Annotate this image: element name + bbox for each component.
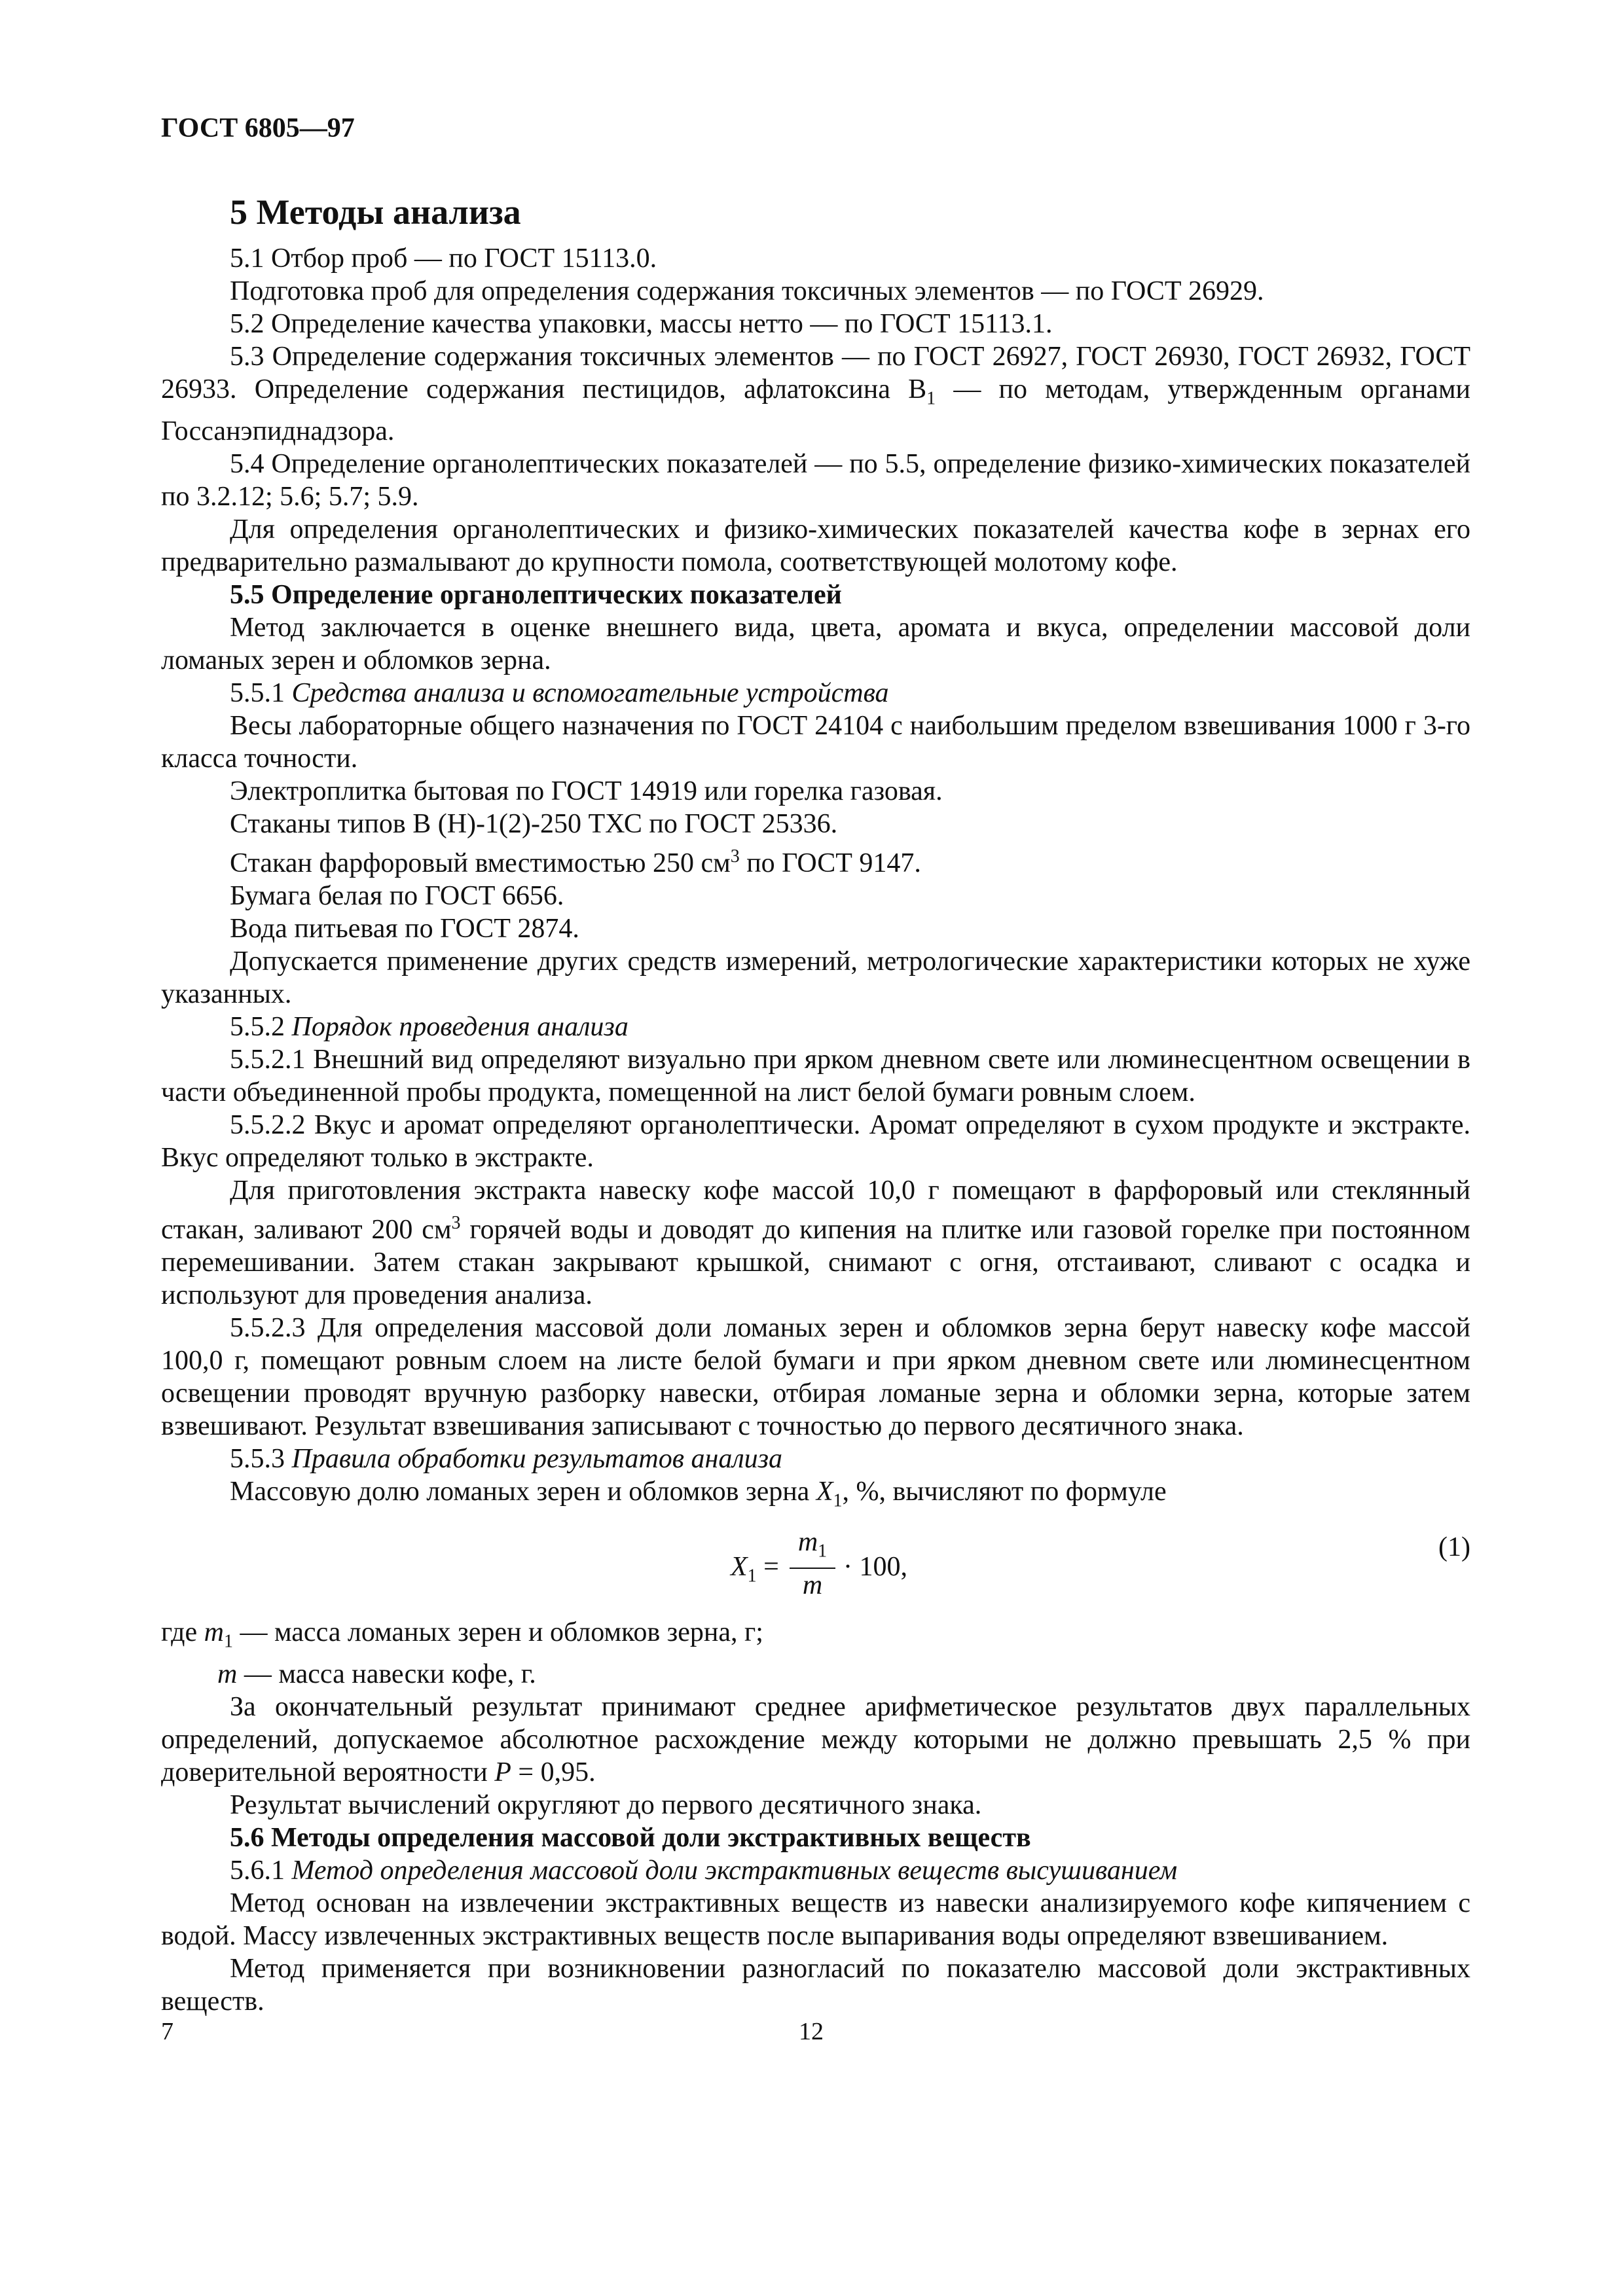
- paragraph-5-5-2-1: 5.5.2.1 Внешний вид определяют визуально при ярком дневном свете или люминесцентном освещении в части объединенной пробы продукта, помещенной на лист белой бумаги ровным слоем.: [161, 1045, 1470, 1108]
- paragraph-glasses: Стаканы типов В (Н)-1(2)-250 ТХС по ГОСТ 25336.: [230, 809, 838, 840]
- where-m: m — масса навески кофе, г.: [217, 1659, 536, 1690]
- paragraph-5-6-apply: Метод применяется при возникновении разногласий по показателю массовой доли экстрактивных веществ.: [161, 1954, 1470, 2017]
- paragraph-grinding: Для определения органолептических и физико-химических показателей качества кофе в зернах его предварительно размалывают до крупности помола, соответствующей молотому кофе.: [161, 514, 1470, 578]
- formula-rhs: · 100,: [843, 1551, 907, 1582]
- paragraph-allowed: Допускается применение других средств измерений, метрологические характеристики которых не хуже указанных.: [161, 946, 1470, 1010]
- where-m1: где $m_1$ — масса ломаных зерен и обломков зерна, г;: [161, 1617, 763, 1652]
- paragraph-5-6-method: Метод основан на извлечении экстрактивных веществ из навески анализируемого кофе кипячением с водой. Массу извлеченных экстрактивных веществ после выпаривания воды определяют взвешиванием.: [161, 1888, 1470, 1952]
- paragraph-water: Вода питьевая по ГОСТ 2874.: [230, 914, 579, 944]
- footer-left-number: 7: [161, 2018, 173, 2045]
- subsection-title-5-6-1: 5.6.1 Метод определения массовой доли экстрактивных веществ высушиванием: [230, 1856, 1178, 1886]
- paragraph-5-5-method: Метод заключается в оценке внешнего вида, цвета, аромата и вкуса, определении массовой доли ломаных зерен и обломков зерна.: [161, 613, 1470, 676]
- paragraph-5-5-2-2: 5.5.2.2 Вкус и аромат определяют органолептически. Аромат определяют в сухом продукте и экстракте. Вкус определяют только в экстракте.: [161, 1110, 1470, 1174]
- paragraph-calc: Массовую долю ломаных зерен и обломков зерна $X_1$, %, вычисляют по формуле: [230, 1477, 1167, 1511]
- paragraph-rounding: Результат вычислений округляют до первого десятичного знака.: [230, 1790, 982, 1821]
- section-title: 5 Методы анализа: [230, 192, 521, 232]
- document-body: [161, 191, 1470, 2018]
- paragraph-sample-prep: Подготовка проб для определения содержания токсичных элементов — по ГОСТ 26929.: [230, 276, 1264, 306]
- subsection-title-5-5-3: 5.5.3 Правила обработки результатов анализа: [230, 1444, 783, 1475]
- document-code: ГОСТ 6805—97: [161, 113, 355, 143]
- formula-fraction: $\frac{m_1}{m}$: [790, 1526, 835, 1602]
- paragraph-scales: Весы лабораторные общего назначения по ГОСТ 24104 с наибольшим пределом взвешивания 1000 г 3-го класса точности.: [161, 711, 1470, 774]
- paragraph-stove: Электроплитка бытовая по ГОСТ 14919 или горелка газовая.: [230, 776, 943, 807]
- paragraph-final-result: За окончательный результат принимают среднее арифметическое результатов двух параллельных определений, допускаемое абсолютное расхождение между которыми не должно превышать 2,5 % при доверительной вероятности P = 0,95.: [161, 1692, 1470, 1788]
- paragraph-porcelain: Стакан фарфоровый вместимостью 250 $см^3$ по ГОСТ 9147.: [230, 846, 921, 879]
- paragraph-extract: Для приготовления экстракта навеску кофе массой 10,0 г помещают в фарфоровый или стеклянный стакан, заливают 200 $см^3$ горячей воды и доводят до кипения на плитке или газовой горелке при постоянном перемешивании. Затем стакан закрывают крышкой, снимают с огня, отстаивают, сливают с осадка и используют для проведения анализа.: [161, 1175, 1470, 1311]
- formula-number: (1): [1438, 1532, 1470, 1562]
- formula-1: [161, 1518, 1470, 1616]
- subsection-title-5-5-2: 5.5.2 Порядок проведения анализа: [230, 1012, 629, 1043]
- page-number: 12: [799, 2018, 824, 2045]
- subsection-title-5-5-1: 5.5.1 Средства анализа и вспомогательные устройства: [230, 678, 889, 709]
- paragraph-5-2: 5.2 Определение качества упаковки, массы нетто — по ГОСТ 15113.1.: [230, 309, 1053, 339]
- paragraph-5-1: 5.1 Отбор проб — по ГОСТ 15113.0.: [230, 243, 657, 274]
- paragraph-5-5-2-3: 5.5.2.3 Для определения массовой доли ломаных зерен и обломков зерна берут навеску кофе массой 100,0 г, помещают ровным слоем на листе белой бумаги и при ярком дневном свете или люминесцентном освещении проводят вручную разборку навески, отбирая ломаные зерна и обломки зерна, которые затем взвешивают. Результат взвешивания записывают с точностью до первого десятичного знака.: [161, 1313, 1470, 1442]
- formula-lhs: $X_1$ =: [731, 1551, 779, 1587]
- paragraph-5-3: 5.3 Определение содержания токсичных элементов — по ГОСТ 26927, ГОСТ 26930, ГОСТ 26932, ГОСТ 26933. Определение содержания пестицидов, афлатоксина $B_1$ — по методам, утвержденным органами Госсанэпиднадзора.: [161, 342, 1470, 447]
- subsection-title-5-6: 5.6 Методы определения массовой доли экстрактивных веществ: [230, 1823, 1031, 1854]
- subsection-title-5-5: 5.5 Определение органолептических показателей: [230, 580, 842, 611]
- paragraph-5-4: 5.4 Определение органолептических показателей — по 5.5, определение физико-химических показателей по 3.2.12; 5.6; 5.7; 5.9.: [161, 449, 1470, 512]
- paragraph-paper: Бумага белая по ГОСТ 6656.: [230, 881, 564, 912]
